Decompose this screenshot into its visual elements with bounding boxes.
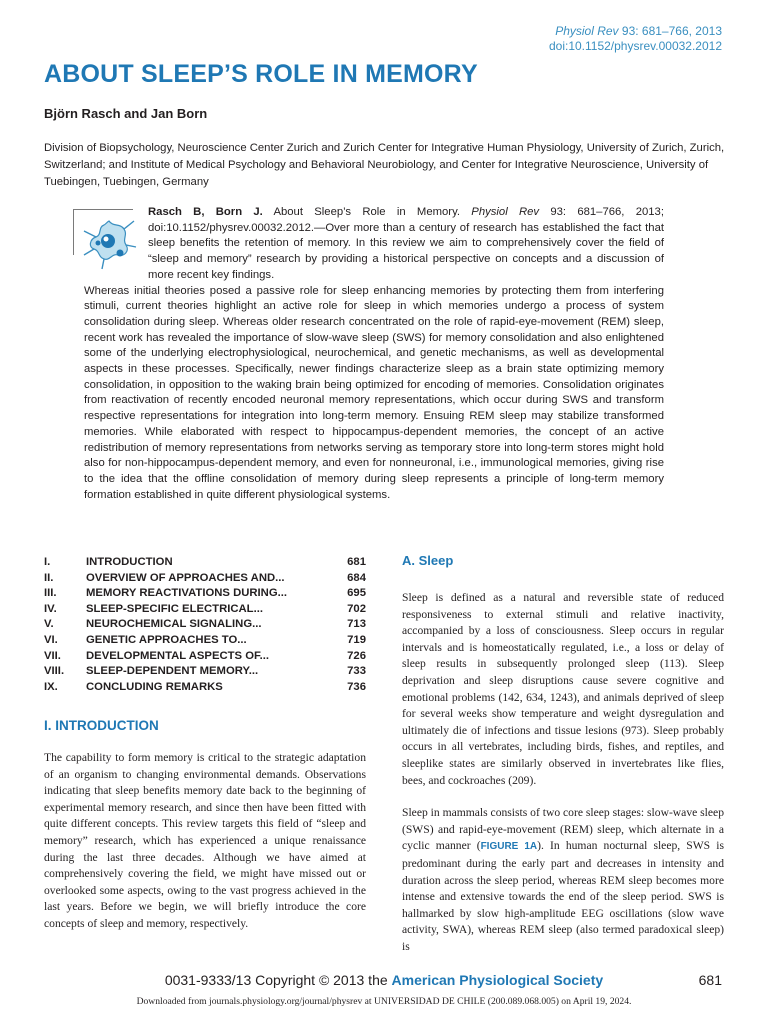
copyright-text: 0031-9333/13 Copyright © 2013 the — [164, 972, 392, 988]
abstract-text-lead: Over more than a century of research has established the fact that sleep benefits the retention of memory. In this review we aim to comprehensively cover the field of “sleep and memory” research by providing a historical perspective on concepts and a discussion of more recent key findings. — [148, 221, 664, 281]
toc-number: I. — [44, 556, 51, 568]
toc-item[interactable] — [44, 664, 366, 680]
toc-item[interactable] — [44, 633, 366, 649]
doi[interactable]: doi:10.1152/physrev.00032.2012 — [548, 39, 722, 53]
figure-1a-link[interactable]: FIGURE 1A — [480, 841, 538, 853]
author-affiliation: Division of Biopsychology, Neuroscience Center Zurich and Zurich Center for Integrative Human Physiology, University of Zurich, Zurich, Switzerland; and Institute of Medical Psychology and Behavioral Neurobiology, and Center for Integrative Neuroscience, University of Tuebingen, Tuebingen, Germany — [44, 142, 725, 188]
toc-number: IV. — [44, 602, 57, 615]
citation-title: About Sleep’s Role in Memory. — [262, 206, 472, 218]
toc-title: OVERVIEW OF APPROACHES AND... — [86, 571, 285, 584]
sleep-paragraph-2 — [402, 805, 724, 955]
toc-page: 736 — [347, 680, 366, 693]
toc-page: 695 — [347, 587, 366, 600]
sleep-subheading: A. Sleep — [402, 553, 454, 568]
citation-details: 93: 681–766, 2013; doi:10.1152/physrev.00032.2012.— — [148, 206, 664, 234]
toc-item[interactable] — [44, 680, 366, 696]
abstract-lead — [148, 205, 664, 284]
toc-title: DEVELOPMENTAL ASPECTS OF... — [86, 649, 270, 662]
page-number: 681 — [698, 972, 722, 988]
toc-number: V. — [44, 618, 54, 631]
introduction-heading: I. INTRODUCTION — [44, 718, 159, 733]
toc-title: CONCLUDING REMARKS — [86, 680, 223, 693]
toc-number: VIII. — [44, 665, 65, 678]
abstract-frame-vertical — [73, 209, 74, 255]
toc-page: 726 — [347, 649, 366, 662]
toc-page: 719 — [347, 633, 366, 646]
toc-page: 702 — [347, 602, 366, 615]
sleep-paragraph-1: Sleep is defined as a natural and reversible state of reduced responsiveness to external stimuli and relative inactivity, accompanied by a loss of consciousness. Sleep occurs in regular intervals and is homeostatically regulated, i.e., a loss or delay of sleep results in subsequently prolonged sleep (113). Sleep deprivation and sleep disruptions cause severe cognitive and emotional problems (142, 634, 1243), and animals deprived of sleep for several weeks show temperature and weight dysregulation and ultimately die of infections and tissue lesions (973). Sleep probably occurs in all vertebrates, including birds, fishes, and reptiles, and sleeplike states are similarly observed in invertebrates like flies, bees, and cockroaches (209). — [402, 591, 724, 787]
toc-item[interactable] — [44, 602, 366, 618]
society-name: American Physiological Society — [391, 972, 604, 988]
journal-reference — [549, 24, 722, 54]
toc-title: GENETIC APPROACHES TO... — [86, 633, 247, 646]
toc-item[interactable] — [44, 617, 366, 633]
abstract — [84, 205, 664, 503]
download-note: Downloaded from journals.physiology.org/journal/physrev at UNIVERSIDAD DE CHILE (200.089.068.005) on April 19, 2024. — [136, 996, 632, 1007]
toc-title: INTRODUCTION — [86, 556, 173, 568]
citation-authors: Rasch B, Born J. — [148, 206, 263, 218]
toc-number: VII. — [44, 649, 61, 662]
toc-number: III. — [44, 587, 57, 600]
toc-item[interactable] — [44, 555, 366, 571]
toc-title: MEMORY REACTIVATIONS DURING... — [86, 587, 288, 600]
toc-page: 681 — [347, 556, 366, 568]
toc-item[interactable] — [44, 586, 366, 602]
toc-title: SLEEP-DEPENDENT MEMORY... — [86, 665, 259, 678]
table-of-contents — [44, 555, 366, 695]
journal-volume-pages: 93: 681–766, 2013 — [618, 24, 722, 38]
sleep-section-body — [402, 590, 724, 971]
toc-title: SLEEP-SPECIFIC ELECTRICAL... — [86, 602, 263, 615]
article-authors: Björn Rasch and Jan Born — [44, 106, 208, 121]
toc-page: 733 — [347, 665, 366, 678]
toc-number: II. — [44, 571, 54, 584]
paragraph-text: Sleep in mammals consists of two core sleep stages: slow-wave sleep (SWS) and rapid-eye-movement (REM) sleep, which alternate in a cyclic manner ( — [402, 806, 724, 853]
journal-name: Physiol Rev — [555, 24, 619, 38]
toc-item[interactable] — [44, 571, 366, 587]
introduction-text: The capability to form memory is critical to the strategic adaptation of an organism to changing environmental demands. Observations indicating that sleep benefits memory date back to the beginning of experimental memory research, and since then have been fitted with quite different concepts. This review targets this field of “sleep and memory” research, which has experienced a unique renaissance during the last three decades. Although we have aimed at comprehensively covering the field, we might have missed out or overlooked some aspects, owing to the vast progress achieved in the last years. Before we begin, we will briefly introduce the core concepts of sleep and memory, respectively. — [44, 751, 366, 930]
toc-page: 713 — [347, 618, 366, 631]
toc-number: IX. — [44, 680, 58, 693]
article-title: ABOUT SLEEP’S ROLE IN MEMORY — [44, 60, 478, 88]
toc-item[interactable] — [44, 649, 366, 665]
footer-copyright — [0, 972, 768, 988]
paragraph-text: ). In human nocturnal sleep, SWS is predominant during the early part and decreases in intensity and duration across the sleep period, whereas REM sleep becomes more intense and extensive towards the end of the sleep period. SWS is hallmarked by slow high-amplitude EEG oscillations (slow wave activity, SWA), whereas REM sleep (also termed paradoxical sleep) is — [402, 839, 724, 953]
citation-journal: Physiol Rev — [471, 206, 540, 218]
toc-page: 684 — [347, 571, 366, 584]
toc-title: NEUROCHEMICAL SIGNALING... — [86, 618, 262, 631]
toc-number: VI. — [44, 633, 58, 646]
abstract-text-body: Whereas initial theories posed a passive role for sleep enhancing memories by protecting them from interfering stimuli, current theories highlight an active role for sleep in which memories undergo a process of system consolidation during sleep. Whereas older research concentrated on the role of rapid-eye-movement (REM) sleep, recent work has revealed the importance of slow-wave sleep (SWS) for memory consolidation and also enlightened some of the underlying electrophysiological, neurochemical, and genetic mechanisms, as well as developmental aspects in these processes. Specifically, newer findings characterize sleep as a brain state optimizing memory consolidation, in opposition to the waking brain being optimized for encoding of memories. Consolidation originates from reactivation of recently encoded neuronal memory representations, which occur during SWS and transform respective representations for integration into long-term memory. Ensuing REM sleep may stabilize transformed memories. While elaborated with respect to hippocampus-dependent memories, the concept of an active redistribution of memory representations from networks serving as temporary store into long-term stores might hold also for non-hippocampus-dependent memory, and even for nonneuronal, i.e., immunological memories, giving rise to the idea that the offline consolidation of memory during sleep represents a principle of long-term memory formation established in quite different physiological systems. — [84, 284, 664, 501]
